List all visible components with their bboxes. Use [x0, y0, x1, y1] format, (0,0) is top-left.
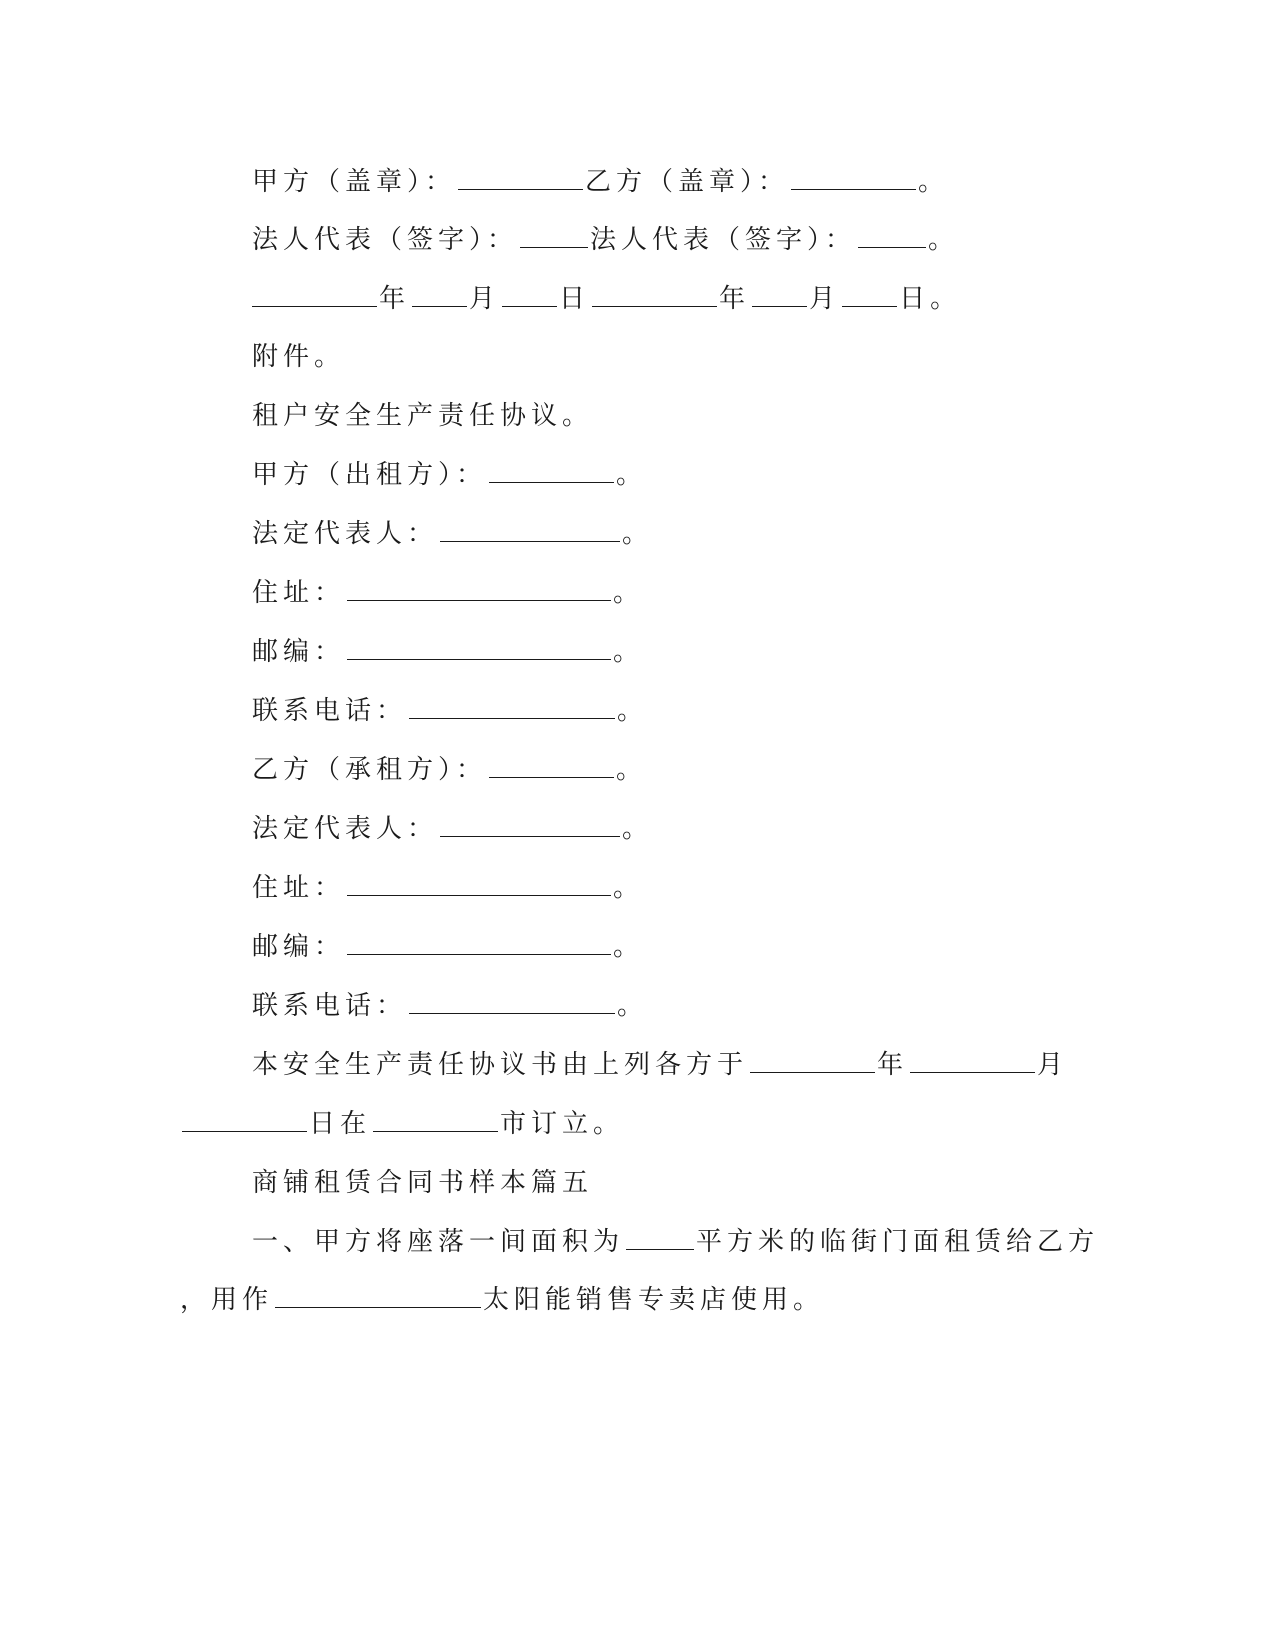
clause-one-text-4: 太阳能销售专卖店使用。 [483, 1285, 825, 1315]
month-blank-2 [752, 282, 807, 307]
month-label-2: 月 [809, 284, 841, 314]
month-label: 月 [469, 284, 501, 314]
period: 。 [613, 873, 645, 903]
party-a-legal-rep-label: 法定代表人： [252, 519, 439, 549]
party-a-address-label: 住址： [252, 578, 346, 608]
end-mark: 。 [928, 225, 960, 255]
party-a-address-line [252, 576, 644, 610]
party-b-legal-rep-line [252, 812, 653, 846]
clause-one-line-2 [180, 1283, 824, 1317]
party-a-phone-label: 联系电话： [252, 696, 408, 726]
party-a-postcode-blank [347, 635, 611, 660]
period: 。 [613, 637, 645, 667]
party-b-address-blank [347, 871, 611, 896]
year-label: 年 [379, 284, 411, 314]
year-blank-2 [592, 282, 717, 307]
party-a-seal-blank [458, 165, 583, 190]
party-b-line [252, 753, 647, 787]
party-b-blank [489, 753, 614, 778]
signing-city-blank [373, 1107, 498, 1132]
signing-month-blank [910, 1048, 1035, 1073]
signing-day-label: 日在 [309, 1109, 372, 1139]
agreement-title: 租户安全生产责任协议。 [252, 401, 594, 431]
party-b-label: 乙方（承租方）： [252, 755, 488, 785]
usage-blank [275, 1283, 481, 1308]
legal-rep-a-blank [520, 223, 588, 248]
party-b-postcode-blank [347, 930, 611, 955]
day-end-label: 日。 [899, 284, 962, 314]
clause-one-text-2: 平方米的临街门面租赁给乙方 [696, 1227, 1100, 1257]
party-a-postcode-label: 邮编： [252, 637, 346, 667]
legal-rep-b-blank [858, 223, 926, 248]
signing-city-label: 市订立。 [500, 1109, 625, 1139]
clause-one-text-3: ，用作 [180, 1285, 274, 1315]
party-a-postcode-line [252, 635, 644, 669]
day-label: 日 [559, 284, 591, 314]
clause-one-line-1 [252, 1225, 1099, 1259]
party-a-line [252, 458, 647, 492]
legal-rep-b-label: 法人代表（签字）： [590, 225, 857, 255]
party-a-blank [489, 458, 614, 483]
party-b-address-line [252, 871, 644, 905]
party-a-seal-label: 甲方（盖章）： [252, 167, 457, 197]
party-a-legal-rep-blank [440, 517, 620, 542]
signing-year-label: 年 [877, 1050, 909, 1080]
party-b-phone-blank [409, 989, 615, 1014]
month-blank [412, 282, 467, 307]
signing-month-label: 月 [1037, 1050, 1069, 1080]
day-blank-2 [842, 282, 897, 307]
end-mark: 。 [918, 167, 950, 197]
period: 。 [613, 932, 645, 962]
party-b-phone-label: 联系电话： [252, 991, 408, 1021]
party-b-seal-label: 乙方（盖章）： [585, 167, 790, 197]
party-b-postcode-line [252, 930, 644, 964]
party-a-legal-rep-line [252, 517, 653, 551]
period: 。 [617, 991, 649, 1021]
party-b-phone-line [252, 989, 648, 1023]
party-b-postcode-label: 邮编： [252, 932, 346, 962]
signing-clause-line-1 [252, 1048, 1068, 1082]
signing-day-blank [182, 1107, 307, 1132]
party-b-legal-rep-blank [440, 812, 620, 837]
period: 。 [622, 814, 654, 844]
party-a-phone-line [252, 694, 648, 728]
period: 。 [617, 696, 649, 726]
party-a-phone-blank [409, 694, 615, 719]
signing-clause-text: 本安全生产责任协议书由上列各方于 [252, 1050, 749, 1080]
signing-year-blank [750, 1048, 875, 1073]
year-label-2: 年 [719, 284, 751, 314]
party-a-address-blank [347, 576, 611, 601]
signing-clause-line-2 [180, 1107, 624, 1141]
clause-one-text-1: 一、甲方将座落一间面积为 [252, 1227, 625, 1257]
date-line [250, 282, 961, 316]
seal-line [252, 165, 949, 199]
day-blank [502, 282, 557, 307]
section-title: 商铺租赁合同书样本篇五 [252, 1168, 594, 1198]
year-blank [252, 282, 377, 307]
period: 。 [616, 755, 648, 785]
period: 。 [616, 460, 648, 490]
party-b-seal-blank [791, 165, 916, 190]
attachment-label: 附件。 [252, 342, 346, 372]
party-a-label: 甲方（出租方）： [252, 460, 488, 490]
area-blank [626, 1225, 694, 1250]
party-b-address-label: 住址： [252, 873, 346, 903]
period: 。 [622, 519, 654, 549]
legal-rep-a-label: 法人代表（签字）： [252, 225, 519, 255]
party-b-legal-rep-label: 法定代表人： [252, 814, 439, 844]
legal-rep-line [252, 223, 959, 257]
period: 。 [613, 578, 645, 608]
